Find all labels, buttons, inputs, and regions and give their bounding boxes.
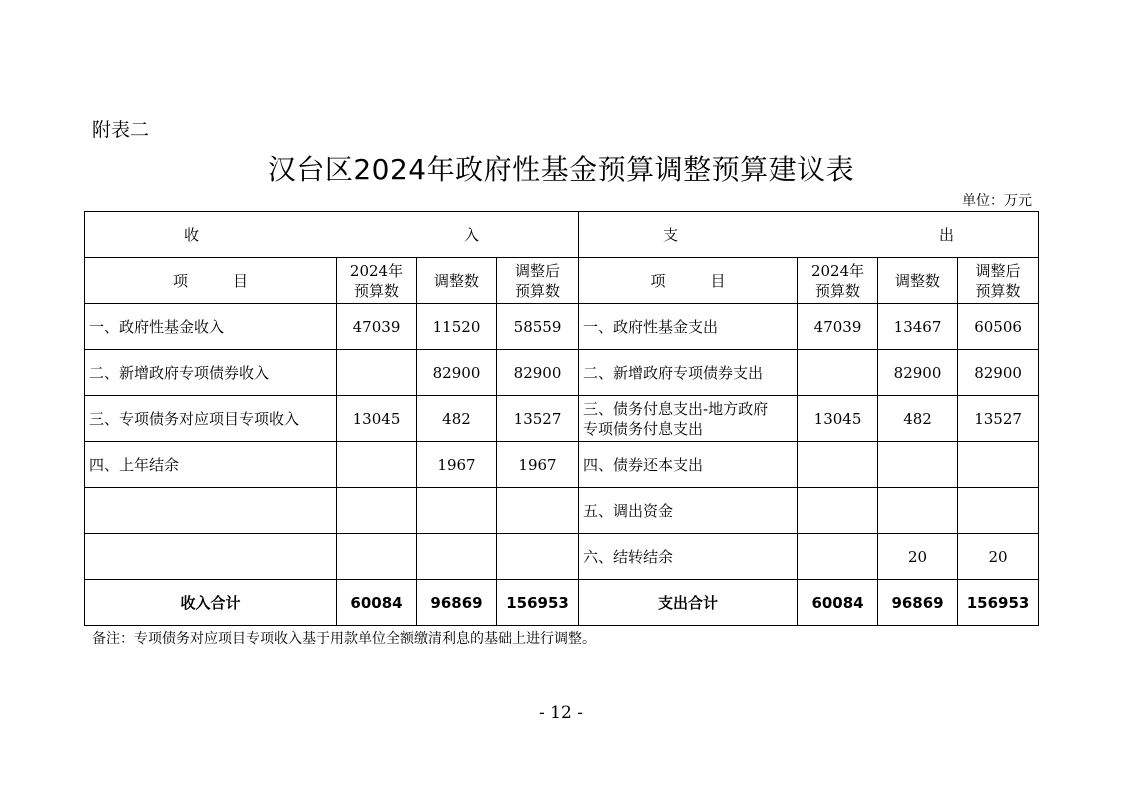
income-after-cell: 13527 (497, 396, 579, 442)
expense-adjust-cell: 13467 (878, 304, 958, 350)
expense-after-cell: 13527 (958, 396, 1039, 442)
table-row (85, 350, 1039, 396)
expense-budget-header (798, 258, 878, 304)
expense-after-cell (958, 442, 1039, 488)
expense-adjust-cell: 82900 (878, 350, 958, 396)
expense-budget-cell: 13045 (798, 396, 878, 442)
expense-item-name (579, 304, 798, 350)
income-header-left: 收 (184, 226, 200, 244)
expense-item-name-line1: 三、债务付息支出-地方政府 (583, 399, 769, 418)
income-total-after: 156953 (497, 580, 579, 626)
income-item-header: 项 目 (85, 258, 337, 304)
income-budget-cell (337, 488, 417, 534)
expense-item-name (579, 534, 798, 580)
income-budget-cell (337, 350, 417, 396)
appendix-label: 附表二 (92, 119, 150, 141)
footnote: 备注：专项债务对应项目专项收入基于用款单位全额缴清利息的基础上进行调整。 (92, 631, 596, 647)
expense-after-cell (958, 488, 1039, 534)
income-total-label: 收入合计 (85, 580, 337, 626)
income-item-name (85, 488, 337, 534)
income-budget-cell (337, 534, 417, 580)
expense-item-name-line1: 六、结转结余 (583, 547, 674, 566)
expense-item-name-line1: 四、债券还本支出 (583, 455, 704, 474)
expense-item-name (579, 488, 798, 534)
expense-item-name (579, 442, 798, 488)
expense-total-label: 支出合计 (579, 580, 798, 626)
expense-header-left: 支 (663, 226, 679, 244)
expense-budget-cell (798, 488, 878, 534)
table-row (85, 442, 1039, 488)
expense-adjust-cell: 20 (878, 534, 958, 580)
income-adjust-cell (417, 534, 497, 580)
page-number: - 12 - (539, 703, 583, 723)
expense-budget-cell (798, 350, 878, 396)
expense-budget-header-line1: 2024年 (810, 261, 865, 280)
expense-budget-cell: 47039 (798, 304, 878, 350)
income-budget-cell: 13045 (337, 396, 417, 442)
expense-header-right: 出 (939, 226, 955, 244)
expense-section-header (579, 212, 1039, 258)
budget-table (84, 211, 1039, 626)
income-after-header-line2: 预算数 (515, 281, 561, 300)
income-adjust-cell (417, 488, 497, 534)
expense-after-cell: 60506 (958, 304, 1039, 350)
income-after-cell (497, 488, 579, 534)
income-item-name: 三、专项债务对应项目专项收入 (85, 396, 337, 442)
income-after-header-line1: 调整后 (515, 261, 561, 280)
expense-item-name (579, 396, 798, 442)
expense-item-name (579, 350, 798, 396)
income-item-name: 一、政府性基金收入 (85, 304, 337, 350)
income-adjust-header: 调整数 (417, 258, 497, 304)
section-header-row (85, 212, 1039, 258)
income-budget-header-line2: 预算数 (353, 281, 399, 300)
expense-adjust-cell (878, 488, 958, 534)
expense-item-name-line1: 二、新增政府专项债券支出 (583, 363, 764, 382)
expense-after-header-line1: 调整后 (975, 261, 1021, 280)
income-adjust-cell: 482 (417, 396, 497, 442)
table-row (85, 304, 1039, 350)
income-adjust-cell: 1967 (417, 442, 497, 488)
table-row (85, 488, 1039, 534)
income-after-cell: 1967 (497, 442, 579, 488)
income-total-budget: 60084 (337, 580, 417, 626)
income-budget-cell (337, 442, 417, 488)
income-after-cell: 58559 (497, 304, 579, 350)
expense-budget-header-line2: 预算数 (815, 281, 861, 300)
income-item-name: 二、新增政府专项债券收入 (85, 350, 337, 396)
unit-label: 单位：万元 (962, 193, 1032, 209)
income-item-name (85, 534, 337, 580)
income-item-name: 四、上年结余 (85, 442, 337, 488)
income-after-cell (497, 534, 579, 580)
income-adjust-cell: 82900 (417, 350, 497, 396)
expense-total-after: 156953 (958, 580, 1039, 626)
expense-item-header: 项 目 (579, 258, 798, 304)
expense-total-budget: 60084 (798, 580, 878, 626)
expense-budget-cell (798, 442, 878, 488)
expense-after-header-line2: 预算数 (975, 281, 1021, 300)
income-budget-header (337, 258, 417, 304)
income-adjust-cell: 11520 (417, 304, 497, 350)
income-after-header (497, 258, 579, 304)
income-header-right: 入 (464, 226, 480, 244)
income-budget-cell: 47039 (337, 304, 417, 350)
income-after-cell: 82900 (497, 350, 579, 396)
table-row (85, 396, 1039, 442)
expense-after-cell: 82900 (958, 350, 1039, 396)
expense-item-name-line1: 五、调出资金 (583, 501, 674, 520)
table-row (85, 534, 1039, 580)
expense-budget-cell (798, 534, 878, 580)
column-header-row (85, 258, 1039, 304)
expense-item-name-line2: 专项债务付息支出 (583, 419, 704, 438)
document-title: 汉台区2024年政府性基金预算调整预算建议表 (267, 153, 855, 186)
income-budget-header-line1: 2024年 (349, 261, 404, 280)
income-total-adjust: 96869 (417, 580, 497, 626)
expense-item-name-line1: 一、政府性基金支出 (583, 317, 719, 336)
expense-adjust-header: 调整数 (878, 258, 958, 304)
expense-adjust-cell (878, 442, 958, 488)
totals-row (85, 580, 1039, 626)
expense-after-cell: 20 (958, 534, 1039, 580)
expense-adjust-cell: 482 (878, 396, 958, 442)
expense-total-adjust: 96869 (878, 580, 958, 626)
income-section-header (85, 212, 579, 258)
expense-after-header (958, 258, 1039, 304)
